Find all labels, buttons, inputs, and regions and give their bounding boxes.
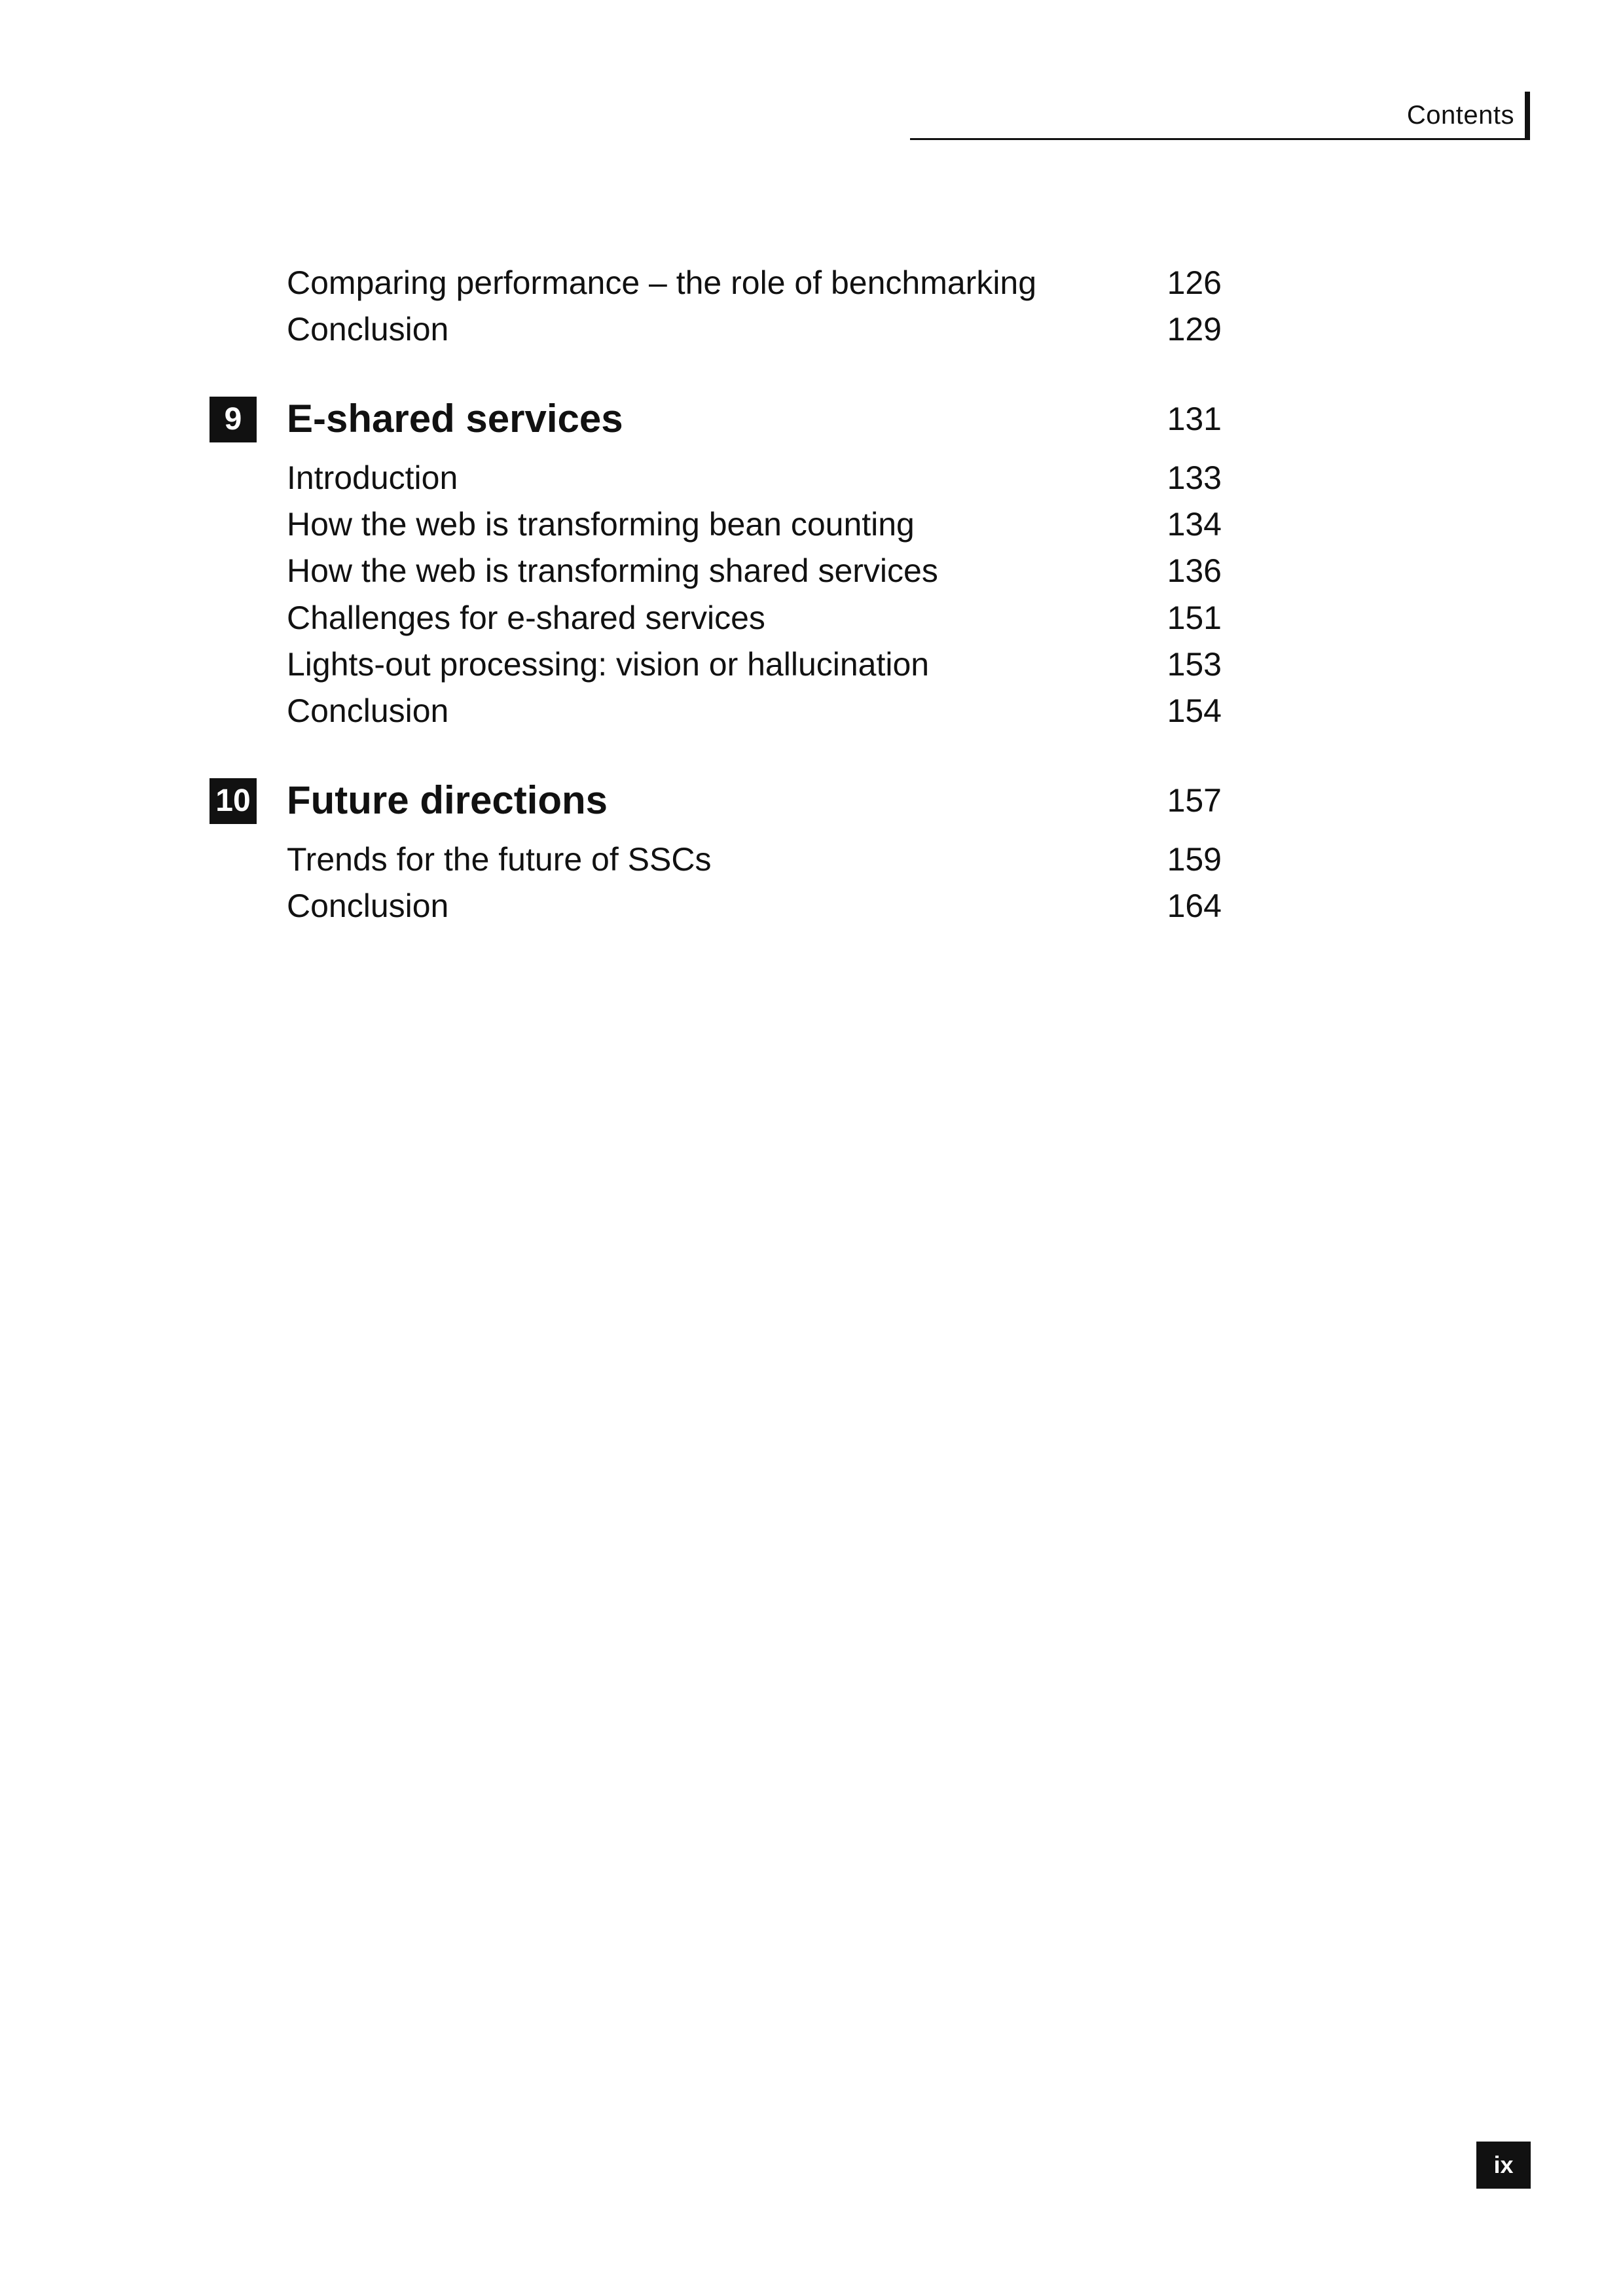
chapter-number-badge: 9 — [210, 397, 257, 442]
toc-entry[interactable] — [0, 882, 1623, 929]
toc-entry[interactable] — [0, 259, 1623, 306]
toc-entry-title: Trends for the future of SSCs — [287, 841, 712, 878]
toc-entry-page: 134 — [1167, 506, 1222, 543]
toc-entry-title: Conclusion — [287, 692, 449, 729]
toc-entry[interactable] — [0, 641, 1623, 688]
chapter-number-badge: 10 — [210, 778, 257, 824]
toc-entry-page: 129 — [1167, 311, 1222, 348]
chapter-heading-9[interactable] — [0, 395, 1623, 442]
toc-entry-title: Conclusion — [287, 888, 449, 924]
toc-entry-title: Introduction — [287, 459, 458, 496]
page-number-badge: ix — [1476, 2142, 1531, 2189]
toc-entry-page: 159 — [1167, 841, 1222, 878]
toc-entry[interactable] — [0, 594, 1623, 641]
toc-entry-page: 136 — [1167, 552, 1222, 589]
toc-entry-title: Comparing performance – the role of benchmarking — [287, 264, 1037, 301]
chapter-title: Future directions — [287, 778, 608, 822]
running-head-title: Contents — [1406, 101, 1514, 130]
running-head-rule — [910, 138, 1530, 140]
toc-entry[interactable] — [0, 306, 1623, 353]
chapter-title: E-shared services — [287, 397, 623, 440]
toc-entry[interactable] — [0, 501, 1623, 548]
toc-entry-page: 151 — [1167, 600, 1222, 636]
toc-entry[interactable] — [0, 547, 1623, 594]
chapter-page: 131 — [1167, 401, 1222, 437]
toc-entry-title: Lights-out processing: vision or hallucination — [287, 646, 930, 683]
toc-entry-page: 154 — [1167, 692, 1222, 729]
running-head — [910, 92, 1530, 140]
toc-entry-page: 164 — [1167, 888, 1222, 924]
toc-entry-title: Challenges for e-shared services — [287, 600, 765, 636]
toc-entry-title: How the web is transforming bean counting — [287, 506, 915, 543]
toc-entry[interactable] — [0, 836, 1623, 883]
toc-entry[interactable] — [0, 454, 1623, 501]
chapter-page: 157 — [1167, 782, 1222, 819]
toc-entry-page: 126 — [1167, 264, 1222, 301]
toc-entry-page: 153 — [1167, 646, 1222, 683]
toc-entry-title: Conclusion — [287, 311, 449, 348]
running-head-tab — [1525, 92, 1530, 140]
chapter-heading-10[interactable] — [0, 777, 1623, 824]
toc-entry[interactable] — [0, 687, 1623, 734]
toc-entry-page: 133 — [1167, 459, 1222, 496]
toc-entry-title: How the web is transforming shared services — [287, 552, 938, 589]
